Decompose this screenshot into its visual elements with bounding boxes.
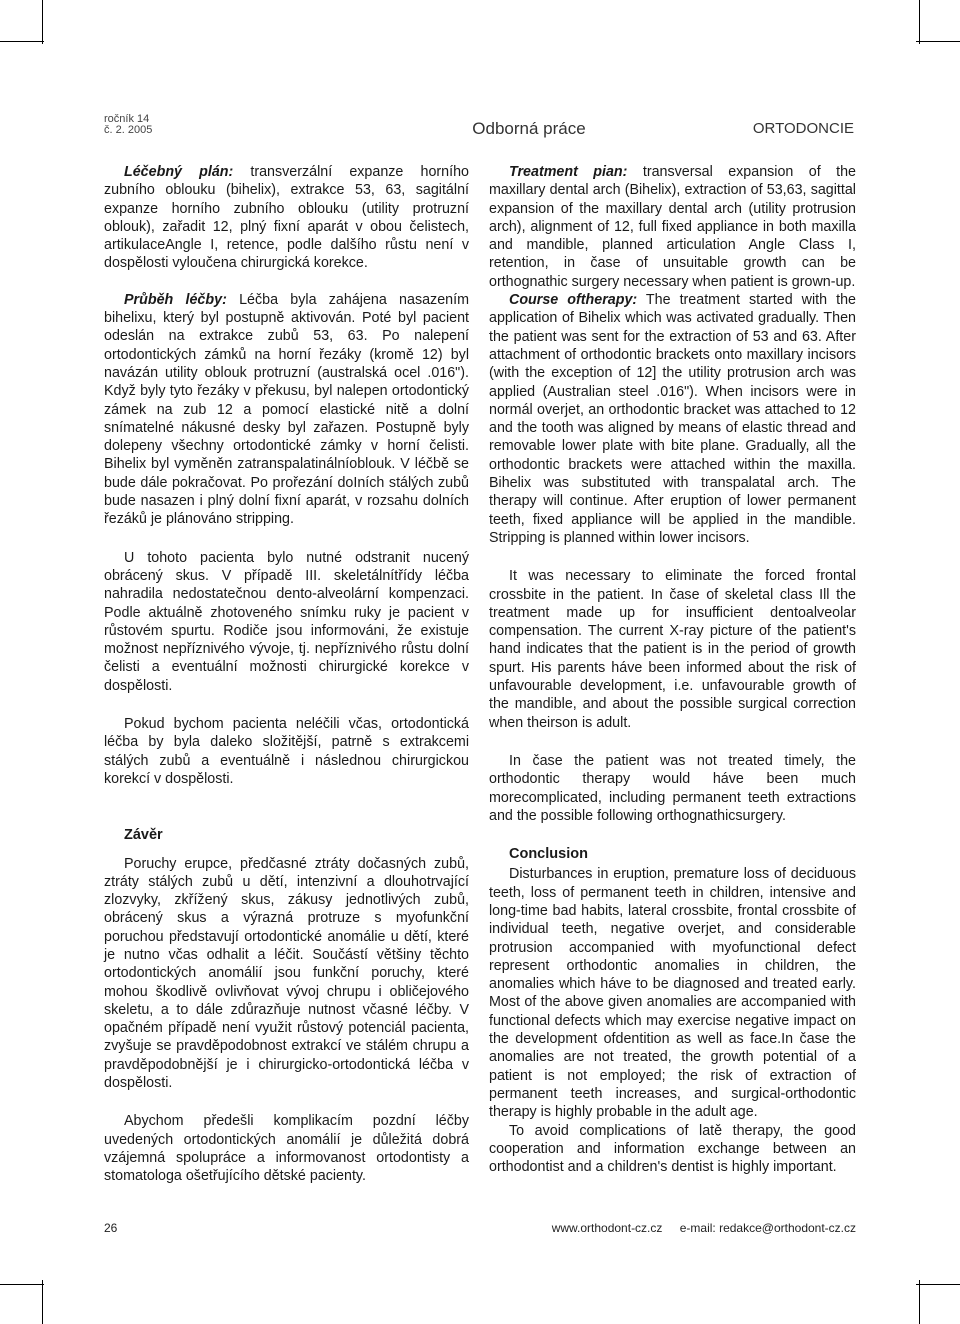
treatment-course-paragraph — [104, 291, 469, 529]
discussion-paragraph-1-en: It was necessary to eliminate the forced frontal crossbite in the patient. In čase of skeletal class Ill the treatment made up for insufficient dentoalveolar compensation. The current X-ray picture of the patient's hand indicates that the patient is in the period of growth spurt. His parents háve been informed about the risk of unfavourable development, i.e. unfavourable growth of the mandible, and about the possible surgical correction when theirson is adult. — [489, 568, 856, 731]
treatment-plan-paragraph-en — [489, 163, 856, 291]
treatment-plan-paragraph — [104, 163, 469, 273]
crop-mark-left-top — [0, 41, 44, 42]
crop-mark-top-left — [42, 0, 43, 44]
crop-mark-bottom-left — [42, 1280, 43, 1324]
volume-label: ročník 14 — [104, 113, 150, 125]
footer-contact — [538, 1221, 856, 1235]
email-link[interactable]: e-mail: redakce@orthodont-cz.cz — [679, 1221, 856, 1235]
treatment-course-label-en: Course oftherapy: — [509, 292, 638, 309]
journal-title: Odborná práce — [472, 119, 586, 138]
discussion-paragraph-2-en: In čase the patient was not treated timely, the orthodontic therapy would háve been much morecomplicated, including permanent teeth extractions and the possible following orthognathicsurgery. — [489, 752, 856, 824]
treatment-plan-label: Léčebný plán: — [124, 164, 234, 180]
crop-mark-right-bottom — [916, 1284, 960, 1285]
treatment-plan-text: transverzální expanze horního zubního oblouku (bihelix), extrakce 53, 63, sagitální expanze horního zubního oblouku (utility protruzní oblouk), zařadit 12, plný fixní aparát v obou čelistech, artikulaceAngle I, retence, podle dalšího růstu není v dospělosti vyloučena chirurgická korekce. — [104, 164, 469, 272]
treatment-plan-text-en: transversal expansion of the maxillary dental arch (Bihelix), extraction of 53,63, sagittal expansion of the maxillary dental arch (utility protrusion arch), alignment of 12, full fixed appliance in both maxilla and mandible, planned articulation Angle Class I, retention, in čase of unsuitable growth can be orthognathic surgery necessary when patient is grown-up. — [489, 164, 857, 290]
website-link[interactable]: www.orthodont-cz.cz — [551, 1221, 663, 1235]
crop-mark-right-top — [916, 41, 960, 42]
issue-label: č. 2. 2005 — [104, 124, 153, 136]
crop-mark-top-right — [919, 0, 920, 44]
english-column — [489, 163, 856, 1176]
crop-mark-bottom-right — [919, 1280, 920, 1324]
page-header — [104, 114, 854, 138]
treatment-course-paragraph-en — [489, 291, 856, 547]
page-number: 26 — [104, 1221, 118, 1235]
treatment-plan-label-en: Treatment pian: — [509, 164, 628, 180]
section-label: ORTODONCIE — [752, 120, 854, 137]
conclusion-paragraph-1: Poruchy erupce, předčasné ztráty dočasných zubů, ztráty stálých zubů u dětí, intenzivní a dlouhotrvající zlozvyky, zkřížený skus, zákusy jednotlivých zubů, obrácený skus a výrazná protruze s myofunkční poruchou představují ortodontické anomálie u dětí, které je nutno včas odhalit a léčit. Součástí většiny těchto ortodontických anomálií jsou funkční poruchy, které mohou škodlivě ovlivňovat vývoj chrupu i obličejového skeletu, a to dále zdůrazňuje nutnost včasné léčby. V opačném případě není využit růstový potenciál pacienta, zvyšuje se pravděpodobnost extrakcí ve stálém chrupu a pravděpodobnější je i chirurgicko-ortodontická léčba v dospělosti. — [104, 855, 469, 1092]
treatment-course-text: Léčba byla zahájena nasazením bihelixu, který byl postupně aktivován. Poté byl pacient odeslán na extrakce zubů 53, 63. Po nalepení ortodontických zámků na horní řezáky (kromě 12) byl navázán utility oblouk protruzní (australská ocel .016"). Když byly tyto řezáky v překusu, byl nalepen ortodontický zámek na zub 12 a pomocí elastické nitě a dolní snímatelné nákusné desky byl zařazen. Postupně byly dolepeny všechny ortodontické zámky v horní čelisti. Bihelix byl vyměněn zatranspalatinálníoblouk. V léčbě se bude dále pokračovat. Po prořezání doIních stálých zubů bude nasazen i plný dolní fixní aparát, v rozsahu dolních řezáků je plánováno stripping. — [104, 291, 469, 528]
czech-column — [104, 163, 469, 1186]
conclusion-paragraph-2: Abychom předešli komplikacím pozdní léčby uvedených ortodontických anomálií je důležitá dobrá vzájemná spolupráce a informovanost ortodontisty a stomatologa ošetřujícího dětské pacienty. — [104, 1113, 469, 1185]
discussion-paragraph-2: Pokud bychom pacienta neléčili včas, ortodontická léčba by byla daleko složitější, patrně s extrakcemi stálých zubů a eventuálně i následnou chirurgickou korekcí v dospělosti. — [104, 716, 469, 787]
treatment-course-label: Průběh léčby: — [124, 291, 227, 308]
discussion-paragraph-1: U tohoto pacienta bylo nutné odstranit nucený obrácený skus. V případě III. skeletálnítřídy léčba nahradila nedostatečnou dento-alveolární kompenzaci. Podle aktuálně zhotoveného snímku ruky je pacient v růstovém spurtu. Rodiče jsou informováni, že existuje možnost nepříznivého vývoje, tj. nepříznivého růstu dolní čelisti a eventuální možnosti chirurgické korekce v dospělosti. — [104, 549, 469, 694]
treatment-course-text-en: The treatment started with the application of Bihelix which was activated gradually. Then the patient was sent for the extraction of 53 and 63. After attachment of orthodontic brackets onto maxillary incisors (with the exception of 12] the utility protrusion arch was applied (Australian steel .016"). When incisors were in normál overjet, an orthodontic bracket was attached to 12 and the tooth was aligned by means of elastic thread and removable lower plate with bite plane. Gradually, all the orthodontic brackets were attached within the maxilla. Bihelix was substituted with transpalatal arch. The therapy will continue. After eruption of lower permanent teeth, fixed appliance will be applied in the mandible. Stripping is planned within lower incisors. — [489, 292, 856, 546]
crop-mark-left-bottom — [0, 1284, 44, 1285]
conclusion-heading: Závěr — [124, 827, 163, 844]
conclusion-heading-en: Conclusion — [509, 846, 588, 863]
conclusion-paragraph-2-en: To avoid complications of latě therapy, the good cooperation and information exchange between an orthodontist and a children's dentist is highly important. — [489, 1122, 856, 1176]
conclusion-paragraph-1-en: Disturbances in eruption, premature loss of deciduous teeth, loss of permanent teeth in children, intensive and long-time bad habits, lateral crossbite, frontal crossbite of individual teeth, negative overjet, and considerable protrusion accompanied with myofunctional defect represent orthodontic anomalies in children, the anomalies which háve to be diagnosed and treated early. Most of the above given anomalies are accompanied with functional defects which may exercise negative impact on the development ofdentition as well as face.In čase the anomalies are not treated, the growth potential of a patient is not employed; the risk of extraction of permanent teeth increases, and surgical-orthodontic therapy is highly probable in the adult age. — [489, 866, 856, 1121]
